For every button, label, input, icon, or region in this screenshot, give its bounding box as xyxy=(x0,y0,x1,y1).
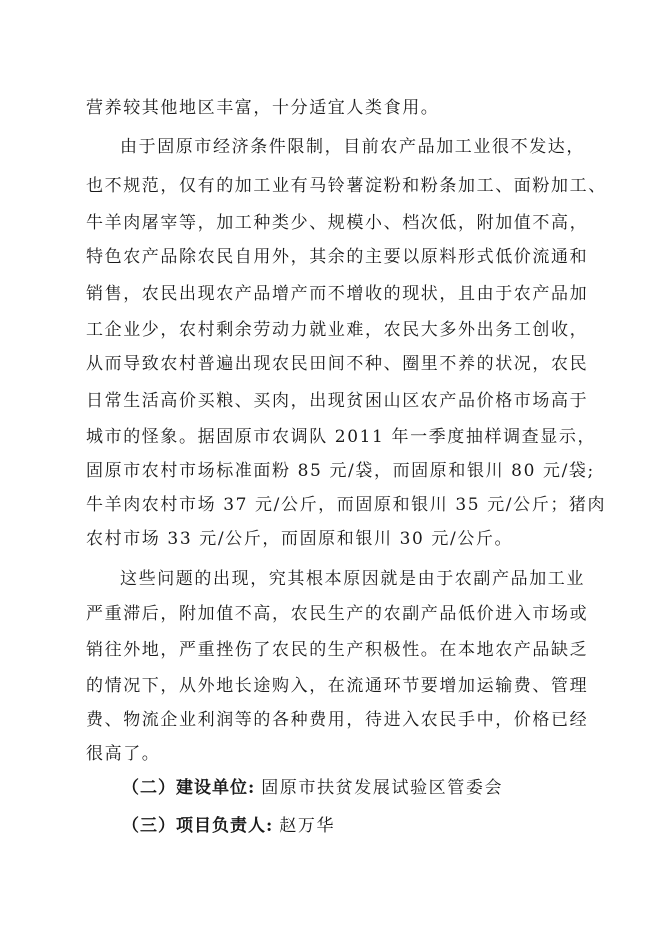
paragraph-2-line-7: 从而导致农村普遍出现农民田间不种、圈里不养的状况，农民 xyxy=(86,354,589,374)
paragraph-1-line-1: 营养较其他地区丰富，十分适宜人类食用。 xyxy=(86,98,440,118)
paragraph-2-line-4: 特色农产品除农民自用外，其余的主要以原料形式低价流通和 xyxy=(86,247,589,267)
paragraph-3-line-4: 的情况下，从外地长途购入，在流通环节要增加运输费、管理 xyxy=(86,676,589,696)
project-leader-label: （三）项目负责人: xyxy=(122,816,274,836)
paragraph-2-line-11: 牛羊肉农村市场 37 元/公斤，而固原和银川 35 元/公斤；猪肉 xyxy=(86,495,607,515)
paragraph-2-line-6: 工企业少，农村剩余劳动力就业难，农民大多外出务工创收， xyxy=(86,320,589,340)
paragraph-2-line-10: 固原市农村市场标准面粉 85 元/袋，而固原和银川 80 元/袋; xyxy=(86,461,595,481)
project-leader-row xyxy=(122,814,335,838)
construction-unit-row xyxy=(122,776,503,800)
paragraph-2-line-5: 销售，农民出现农产品增产而不增收的现状，且由于农产品加 xyxy=(86,284,589,304)
project-leader-value: 赵万华 xyxy=(279,816,336,836)
paragraph-3-line-5: 费、物流企业利润等的各种费用，待进入农民手中，价格已经 xyxy=(86,710,589,730)
paragraph-3-line-6: 很高了。 xyxy=(86,744,161,764)
paragraph-2-line-2: 也不规范，仅有的加工业有马铃薯淀粉和粉条加工、面粉加工、 xyxy=(86,176,607,196)
construction-unit-value: 固原市扶贫发展试验区管委会 xyxy=(261,778,504,798)
paragraph-2-line-9: 城市的怪象。据固原市农调队 2011 年一季度抽样调查显示， xyxy=(86,427,597,447)
paragraph-2-line-1: 由于固原市经济条件限制，目前农产品加工业很不发达， xyxy=(120,137,585,157)
paragraph-2-line-12: 农村市场 33 元/公斤，而固原和银川 30 元/公斤。 xyxy=(86,529,514,549)
paragraph-3-line-3: 销往外地，严重挫伤了农民的生产积极性。在本地农产品缺乏 xyxy=(86,640,589,660)
paragraph-2-line-3: 牛羊肉屠宰等，加工种类少、规模小、档次低，附加值不高， xyxy=(86,213,589,233)
construction-unit-label: （二）建设单位: xyxy=(122,778,256,798)
paragraph-3-line-2: 严重滞后，附加值不高，农民生产的农副产品低价进入市场或 xyxy=(86,604,589,624)
paragraph-2-line-8: 日常生活高价买粮、买肉，出现贫困山区农产品价格市场高于 xyxy=(86,391,589,411)
paragraph-3-line-1: 这些问题的出现，究其根本原因就是由于农副产品加工业 xyxy=(120,569,585,589)
